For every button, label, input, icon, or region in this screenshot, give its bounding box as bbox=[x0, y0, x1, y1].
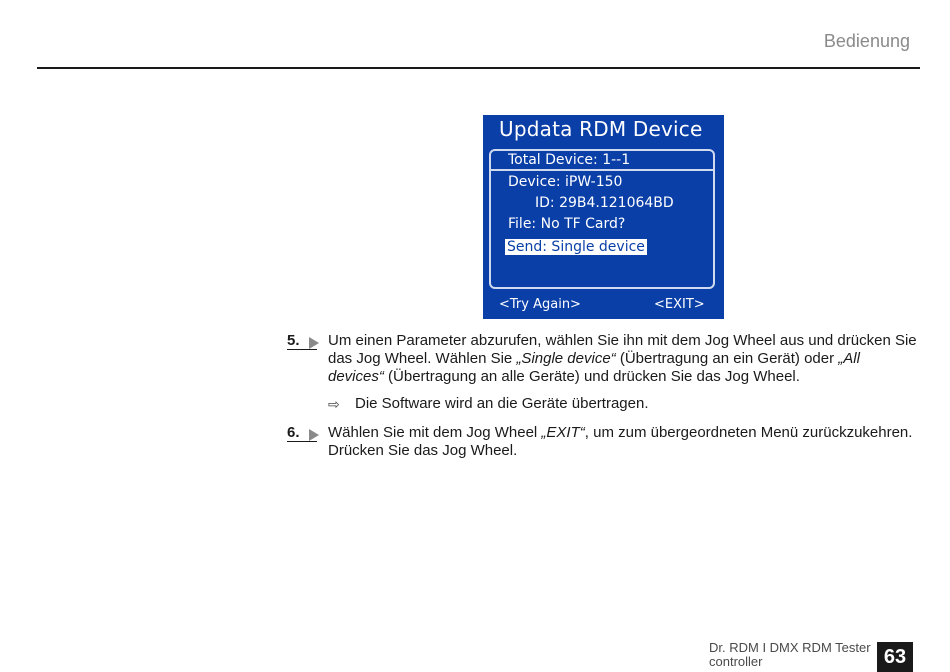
step-number: 5. bbox=[287, 332, 300, 349]
step-text-part: (Übertragung an alle Geräte) und drücken Sie das Jog Wheel. bbox=[383, 368, 800, 385]
step-arrow-icon bbox=[309, 429, 319, 441]
screen-title: Updata RDM Device bbox=[499, 117, 703, 141]
screen-softkey-try-again: <Try Again> bbox=[499, 297, 581, 312]
section-title: Bedienung bbox=[823, 31, 910, 51]
step-arrow-icon bbox=[309, 337, 319, 349]
step-result-text: Die Software wird an die Geräte übertragen. bbox=[355, 395, 649, 412]
header-divider bbox=[37, 67, 920, 69]
panel-divider bbox=[491, 169, 713, 171]
device-screen-image bbox=[483, 115, 724, 319]
step-text-part: Um einen Parameter abzurufen, wählen Sie ihn mit dem Jog Wheel aus und drücken Sie das Jog Wheel. Wählen Sie bbox=[328, 332, 917, 367]
screen-file: File: No TF Card? bbox=[508, 216, 626, 232]
step-text-part: , um zum übergeordneten Menü zurückzukehren. Drücken Sie das Jog Wheel. bbox=[328, 424, 913, 459]
step-text-part: (Übertragung an ein Gerät) oder bbox=[615, 350, 839, 367]
result-arrow-icon: ⇨ bbox=[328, 396, 340, 412]
step-text bbox=[328, 332, 917, 386]
screen-device: Device: iPW-150 bbox=[508, 174, 623, 190]
step-text bbox=[328, 424, 917, 460]
step-number-underline bbox=[287, 349, 317, 350]
screen-softkey-exit: <EXIT> bbox=[654, 297, 705, 312]
step-text-emphasis: „All devices“ bbox=[328, 350, 860, 385]
footer-document-title: Dr. RDM I DMX RDM Tester controller bbox=[709, 640, 871, 669]
screen-send-selected: Send: Single device bbox=[507, 239, 645, 255]
step-text-emphasis: „EXIT“ bbox=[541, 424, 585, 441]
step-text-emphasis: „Single device“ bbox=[516, 350, 616, 367]
page-number: 63 bbox=[877, 642, 913, 672]
step-number: 6. bbox=[287, 424, 300, 441]
step-number-underline bbox=[287, 441, 317, 442]
screen-device-id: ID: 29B4.121064BD bbox=[535, 195, 674, 211]
step-text-part: Wählen Sie mit dem Jog Wheel bbox=[328, 424, 542, 441]
screen-total-device: Total Device: 1--1 bbox=[508, 152, 631, 168]
